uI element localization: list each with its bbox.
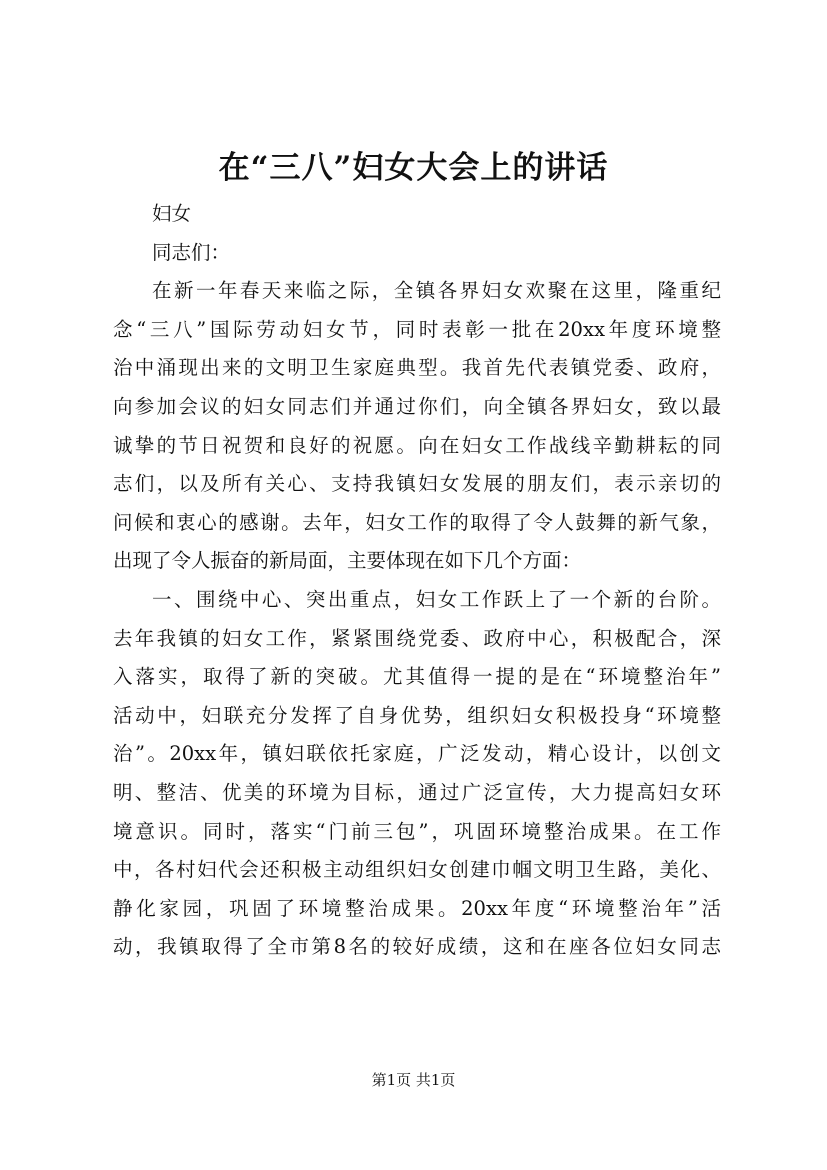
paragraph-2-line: 境意识。同时，落实“门前三包”，巩固环境整治成果。在工作 — [113, 819, 721, 843]
paragraph-2-line: 去年我镇的妇女工作，紧紧围绕党委、政府中心，积极配合，深 — [113, 626, 721, 650]
paragraph-2-line: 入落实，取得了新的突破。尤其值得一提的是在“环境整治年” — [113, 665, 721, 689]
document-title: 在“三八”妇女大会上的讲话 — [218, 150, 609, 186]
paragraph-2-line: 治”。20xx年，镇妇联依托家庭，广泛发动，精心设计，以创文 — [113, 742, 721, 766]
paragraph-1-line: 问候和衷心的感谢。去年，妇女工作的取得了令人鼓舞的新气象， — [113, 510, 721, 534]
paragraph-2-line: 静化家园，巩固了环境整治成果。20xx年度“环境整治年”活 — [113, 896, 721, 920]
paragraph-2-line: 一、围绕中心、突出重点，妇女工作跃上了一个新的台阶。 — [152, 587, 721, 611]
paragraph-2-line: 活动中，妇联充分发挥了自身优势，组织妇女积极投身“环境整 — [113, 703, 721, 727]
page-number-footer: 第1页 共1页 — [371, 1071, 456, 1089]
paragraph-1-line: 志们，以及所有关心、支持我镇妇女发展的朋友们，表示亲切的 — [113, 472, 721, 496]
paragraph-1 — [113, 272, 721, 581]
paragraph-2-line: 动，我镇取得了全市第8名的较好成绩，这和在座各位妇女同志 — [113, 935, 721, 959]
document-body — [113, 195, 721, 967]
salutation-line-1: 妇女 — [152, 202, 192, 225]
paragraph-1-line: 诚挚的节日祝贺和良好的祝愿。向在妇女工作战线辛勤耕耘的同 — [113, 433, 721, 457]
paragraph-2 — [113, 581, 721, 967]
salutation-line-2: 同志们： — [152, 240, 231, 264]
paragraph-1-line: 在新一年春天来临之际，全镇各界妇女欢聚在这里，隆重纪 — [152, 279, 721, 303]
paragraph-1-line: 治中涌现出来的文明卫生家庭典型。我首先代表镇党委、政府， — [113, 356, 721, 380]
paragraph-2-line: 明、整洁、优美的环境为目标，通过广泛宣传，大力提高妇女环 — [113, 780, 721, 804]
paragraph-1-line: 向参加会议的妇女同志们并通过你们，向全镇各界妇女，致以最 — [113, 394, 721, 418]
paragraph-1-line: 出现了令人振奋的新局面，主要体现在如下几个方面： — [113, 549, 582, 573]
paragraph-1-line: 念“三八”国际劳动妇女节，同时表彰一批在20xx年度环境整 — [113, 317, 721, 341]
paragraph-2-line: 中，各村妇代会还积极主动组织妇女创建巾帼文明卫生路，美化、 — [113, 858, 721, 882]
